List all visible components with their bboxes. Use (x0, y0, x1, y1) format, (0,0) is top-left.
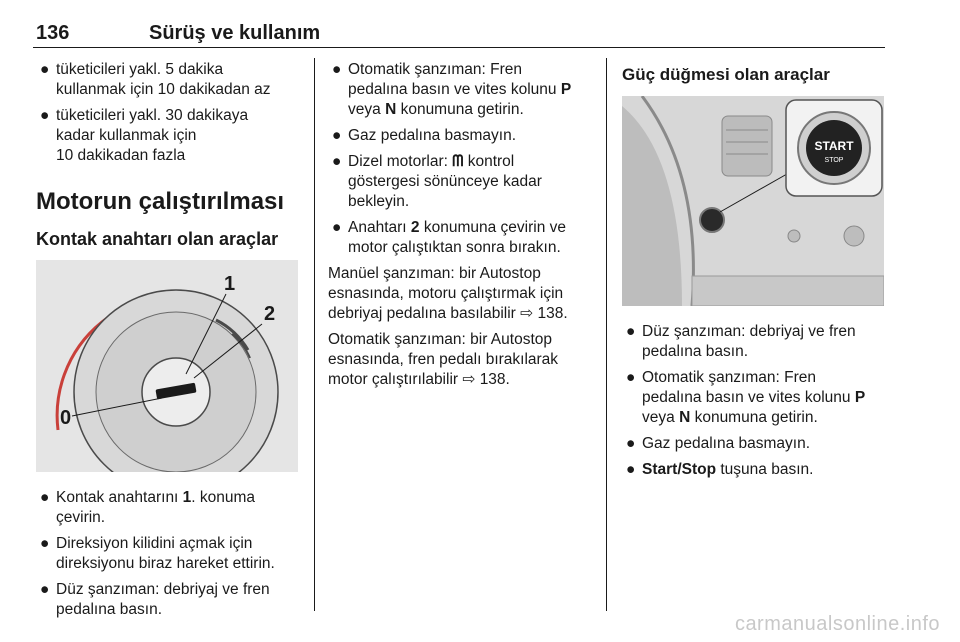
list-item: ● tüketicileri yakl. 5 dakika kullanmak için 10 dakikadan az (40, 61, 271, 98)
bullet: ● (40, 581, 50, 598)
bullet: ● (40, 535, 50, 552)
figure-label-1: 1 (224, 273, 236, 295)
bullet: ● (626, 369, 636, 386)
list-item: ● Kontak anahtarını 1. konuma çevirin. (40, 489, 256, 526)
list-item: ● Otomatik şanzıman: Fren pedalına basın ve vites kolunu P veya N konumuna getirin. (332, 61, 572, 118)
bullet: ● (332, 127, 342, 144)
page-reference[interactable]: 138. (537, 305, 568, 322)
list-item: ● Dizel motorlar: ᗰ kontrol göstergesi sönünceye kadar bekleyin. (332, 153, 542, 210)
column-divider-1 (314, 58, 315, 611)
bullet: ● (332, 61, 342, 78)
column-divider-2 (606, 58, 607, 611)
ignition-steps-list (36, 488, 302, 620)
bullet: ● (626, 461, 636, 478)
watermark: carmanualsonline.info (734, 613, 940, 635)
page-number: 136 (36, 22, 70, 44)
list-item: ● Düz şanzıman: debriyaj ve fren pedalına basın. (626, 323, 856, 360)
paragraph: Manüel şanzıman: bir Autostop esnasında, motoru çalıştırmak için debriyaj pedalına basılabilir ⇨ 138. (328, 265, 568, 322)
ignition-key-figure (36, 260, 298, 472)
list-item: ● Anahtarı 2 konumuna çevirin ve motor çalıştıktan sonra bırakın. (332, 219, 566, 256)
reference-arrow-icon: ⇨ (462, 371, 476, 388)
subsection-title: Güç düğmesi olan araçlar (622, 65, 830, 84)
figure-label-0: 0 (60, 407, 72, 429)
list-item: ● Gaz pedalına basmayın. (626, 435, 811, 452)
list-item: ● Düz şanzıman: debriyaj ve fren pedalına basın. (40, 581, 270, 618)
power-button-figure (622, 96, 884, 306)
bullet: ● (332, 153, 342, 170)
paragraph: Otomatik şanzıman: bir Autostop esnasında, fren pedalı bırakılarak motor çalıştırılabilir ⇨ 138. (328, 331, 559, 388)
bullet: ● (332, 219, 342, 236)
list-item: ● Otomatik şanzıman: Fren pedalına basın ve vites kolunu P veya N konumuna getirin. (626, 369, 866, 426)
reference-arrow-icon: ⇨ (520, 305, 534, 322)
list-item: ● Gaz pedalına basmayın. (332, 127, 517, 144)
chapter-title: Sürüş ve kullanım (149, 22, 321, 44)
header-rule (33, 47, 885, 48)
steps-list (328, 60, 600, 258)
intro-list (36, 60, 302, 166)
page-header (33, 6, 885, 48)
column-1 (36, 60, 302, 626)
column-3 (622, 60, 887, 486)
column-2 (328, 60, 600, 396)
bullet: ● (626, 323, 636, 340)
glow-plug-icon: ᗰ (452, 153, 464, 170)
stop-label: STOP (824, 157, 844, 164)
start-label: START (814, 139, 854, 153)
section-title: Motorun çalıştırılması (36, 188, 285, 215)
list-item: ● Direksiyon kilidini açmak için direksiyonu biraz hareket ettirin. (40, 535, 275, 572)
list-item: ● tüketicileri yakl. 30 dakikaya kadar kullanmak için 10 dakikadan fazla (40, 107, 249, 164)
power-button-steps (622, 322, 887, 480)
list-item: ● Start/Stop tuşuna basın. (626, 461, 814, 478)
bullet: ● (40, 489, 50, 506)
bullet: ● (40, 61, 50, 78)
bullet: ● (626, 435, 636, 452)
page-reference[interactable]: 138. (479, 371, 510, 388)
bullet: ● (40, 107, 50, 124)
figure-label-2: 2 (264, 303, 276, 325)
subsection-title: Kontak anahtarı olan araçlar (36, 229, 279, 249)
